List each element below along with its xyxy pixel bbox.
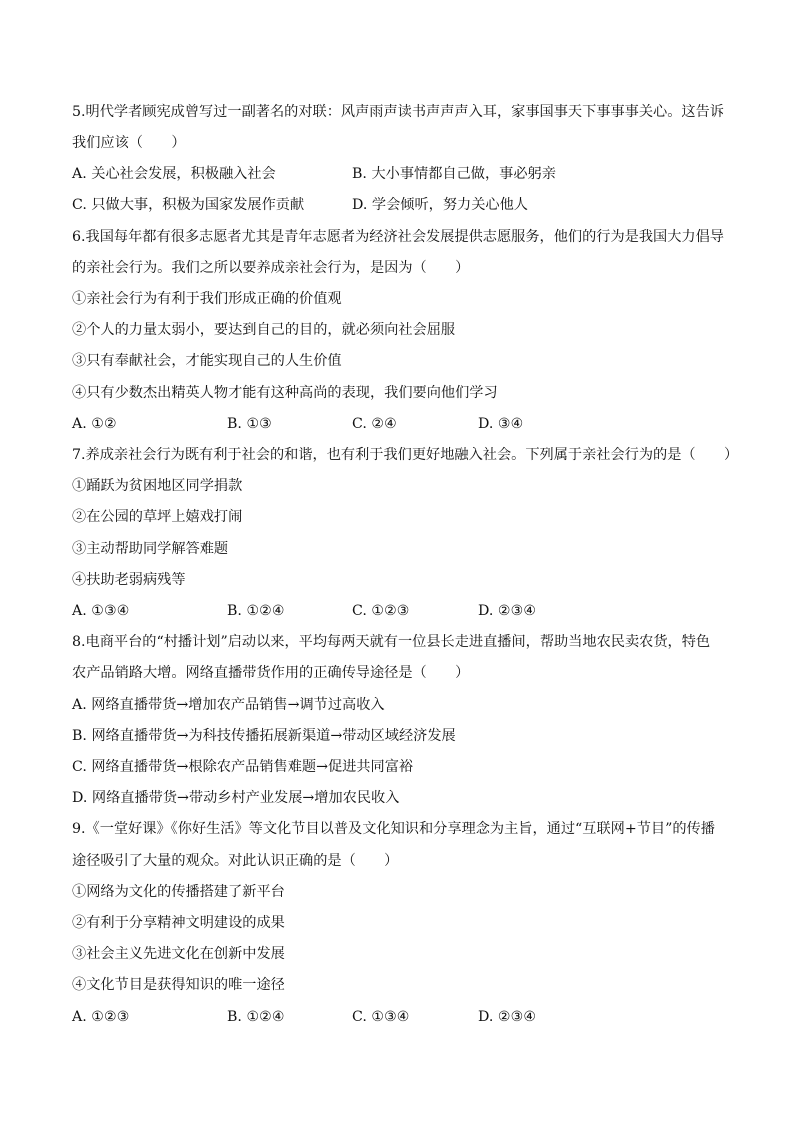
question-8-option-b: B. 网络直播带货→为科技传播拓展新渠道→带动区域经济发展 (72, 728, 456, 744)
question-9-statement-2: ②有利于分享精神文明建设的成果 (72, 915, 285, 931)
question-6-option-d: D. ③④ (478, 416, 524, 432)
question-7-statement-3: ③主动帮助同学解答难题 (72, 541, 229, 557)
question-9-statement-4: ④文化节目是获得知识的唯一途径 (72, 977, 285, 993)
question-6-statement-1: ①亲社会行为有利于我们形成正确的价值观 (72, 291, 342, 307)
question-7-option-b: B. ①②④ (227, 603, 285, 619)
question-6-statement-3: ③只有奉献社会，才能实现自己的人生价值 (72, 353, 342, 369)
question-9-statement-1: ①网络为文化的传播搭建了新平台 (72, 884, 285, 900)
question-9-option-b: B. ①②④ (227, 1009, 285, 1025)
question-7-stem-line-1: 7.养成亲社会行为既有利于社会的和谐，也有利于我们更好地融入社会。下列属于亲社会行为的是（ ） (72, 447, 739, 463)
question-5-option-c: C. 只做大事，积极为国家发展作贡献 (72, 197, 305, 213)
question-6-statement-4: ④只有少数杰出精英人物才能有这种高尚的表现，我们要向他们学习 (72, 385, 498, 401)
question-7-statement-2: ②在公园的草坪上嬉戏打闹 (72, 509, 243, 525)
question-5-stem-line-1: 5.明代学者顾宪成曾写过一副著名的对联：风声雨声读书声声声入耳，家事国事天下事事事关心。这告诉 (72, 104, 724, 120)
question-5-option-d: D. 学会倾听，努力关心他人 (352, 197, 528, 213)
question-9-stem-line-1: 9.《一堂好课》《你好生活》等文化节目以普及文化知识和分享理念为主旨，通过“互联网+节目”的传播 (72, 821, 715, 837)
question-9-option-a: A. ①②③ (72, 1009, 130, 1025)
question-7-option-d: D. ②③④ (478, 603, 537, 619)
question-9-option-d: D. ②③④ (478, 1009, 537, 1025)
question-6-statement-2: ②个人的力量太弱小，要达到自己的目的，就必须向社会屈服 (72, 322, 456, 338)
question-8-stem-line-1: 8.电商平台的“村播计划”启动以来，平均每两天就有一位县长走进直播间，帮助当地农民卖农货，特色 (72, 634, 711, 650)
question-5-option-a: A. 关心社会发展，积极融入社会 (72, 166, 276, 182)
question-6-option-a: A. ①② (72, 416, 117, 432)
question-9-statement-3: ③社会主义先进文化在创新中发展 (72, 946, 285, 962)
question-9-stem-line-2: 途径吸引了大量的观众。对此认识正确的是（ ） (72, 853, 399, 869)
question-7-statement-1: ①踊跃为贫困地区同学捐款 (72, 478, 243, 494)
question-8-option-d: D. 网络直播带货→带动乡村产业发展→增加农民收入 (72, 790, 400, 806)
question-6-option-c: C. ②④ (352, 416, 397, 432)
question-8-option-c: C. 网络直播带货→根除农产品销售难题→促进共同富裕 (72, 759, 414, 775)
question-5-option-b: B. 大小事情都自己做，事必躬亲 (352, 166, 556, 182)
question-6-stem-line-1: 6.我国每年都有很多志愿者尤其是青年志愿者为经济社会发展提供志愿服务，他们的行为是我国大力倡导 (72, 229, 724, 245)
question-5-stem-line-2: 我们应该（ ） (72, 135, 186, 151)
question-8-stem-line-2: 农产品销路大增。网络直播带货作用的正确传导途径是（ ） (72, 665, 470, 681)
question-6-option-b: B. ①③ (227, 416, 272, 432)
question-7-option-c: C. ①②③ (352, 603, 410, 619)
question-6-stem-line-2: 的亲社会行为。我们之所以要养成亲社会行为，是因为（ ） (72, 260, 470, 276)
question-7-option-a: A. ①③④ (72, 603, 130, 619)
question-7-statement-4: ④扶助老弱病残等 (72, 572, 186, 588)
question-9-option-c: C. ①③④ (352, 1009, 410, 1025)
question-8-option-a: A. 网络直播带货→增加农产品销售→调节过高收入 (72, 697, 385, 713)
